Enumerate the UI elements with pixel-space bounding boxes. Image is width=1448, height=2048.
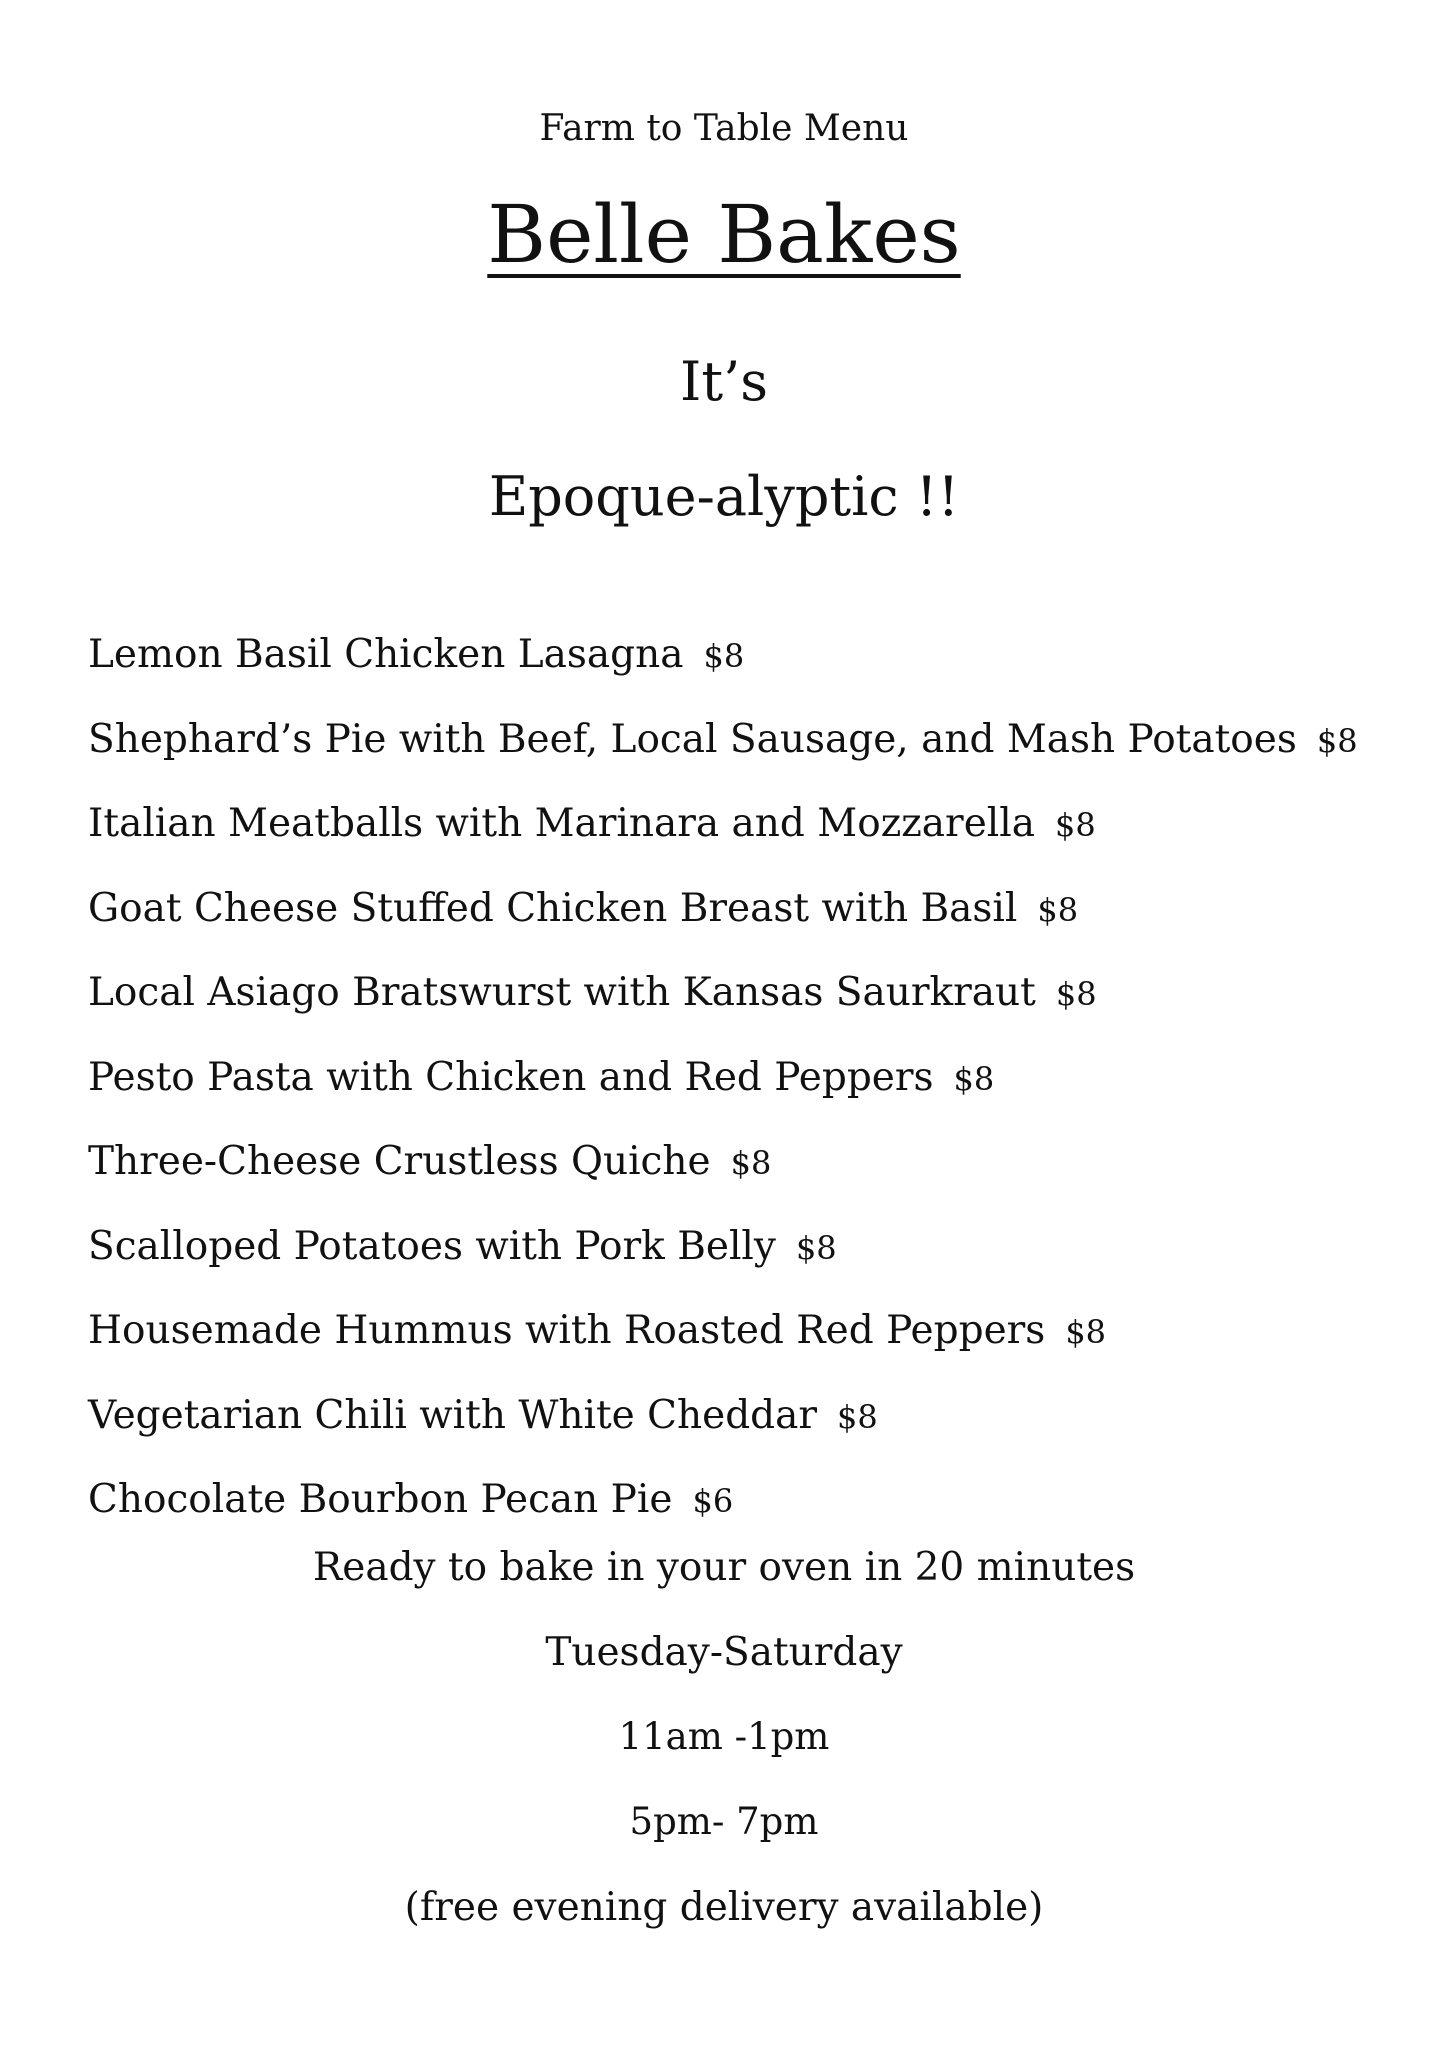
menu-item: [88, 794, 1408, 879]
bake-note: Ready to bake in your oven in 20 minutes: [312, 1545, 1136, 1590]
menu-item: [88, 1386, 1408, 1471]
open-days: Tuesday-Saturday: [545, 1630, 903, 1675]
menu-item-name: Pesto Pasta with Chicken and Red Peppers: [88, 1054, 934, 1100]
menu-item: [88, 625, 1408, 710]
menu-item-price: $8: [1316, 721, 1358, 760]
menu-item: [88, 1132, 1408, 1217]
restaurant-title: [0, 188, 1448, 281]
menu-item-name: Scalloped Potatoes with Pork Belly: [88, 1223, 776, 1269]
menu-item-price: $8: [703, 637, 745, 675]
restaurant-title-text: Belle Bakes: [487, 188, 961, 281]
menu-item: [88, 1217, 1408, 1302]
menu-list: [88, 625, 1408, 1555]
menu-item-price: $8: [837, 1397, 878, 1436]
menu-subtitle: Farm to Table Menu: [539, 108, 909, 149]
menu-item-name: Three-Cheese Crustless Quiche: [88, 1139, 711, 1184]
menu-item: [88, 1470, 1408, 1555]
menu-item: [88, 879, 1408, 964]
menu-item-price: $8: [953, 1059, 995, 1098]
hours-dinner: 5pm- 7pm: [629, 1800, 819, 1843]
menu-item-name: Local Asiago Bratswurst with Kansas Saurkraut: [88, 970, 1036, 1015]
menu-item-name: Vegetarian Chili with White Cheddar: [88, 1392, 818, 1438]
menu-item-price: $8: [1055, 975, 1097, 1013]
menu-item-price: $8: [730, 1144, 772, 1182]
menu-item-price: $8: [795, 1228, 837, 1267]
menu-item: [88, 1048, 1408, 1133]
tagline-line-1: It’s: [680, 350, 768, 413]
menu-item-price: $8: [1054, 806, 1096, 844]
menu-item-name: Goat Cheese Stuffed Chicken Breast with Basil: [88, 885, 1018, 931]
menu-item-name: Shephard’s Pie with Beef, Local Sausage, and Mash Potatoes: [88, 716, 1297, 762]
menu-item: [88, 710, 1408, 795]
menu-item-name: Italian Meatballs with Marinara and Mozzarella: [88, 801, 1035, 846]
menu-item: [88, 963, 1408, 1048]
tagline-line-2: Epoque-alyptic !!: [488, 465, 960, 528]
menu-item-name: Chocolate Bourbon Pecan Pie: [88, 1477, 673, 1522]
menu-item-name: Lemon Basil Chicken Lasagna: [88, 632, 684, 677]
menu-item-price: $8: [1037, 890, 1079, 929]
delivery-note: (free evening delivery available): [404, 1885, 1044, 1930]
menu-item-price: $8: [1065, 1313, 1107, 1351]
menu-item-name: Housemade Hummus with Roasted Red Peppers: [88, 1308, 1046, 1353]
menu-item-price: $6: [692, 1482, 734, 1520]
hours-lunch: 11am -1pm: [618, 1715, 830, 1758]
menu-item: [88, 1301, 1408, 1386]
